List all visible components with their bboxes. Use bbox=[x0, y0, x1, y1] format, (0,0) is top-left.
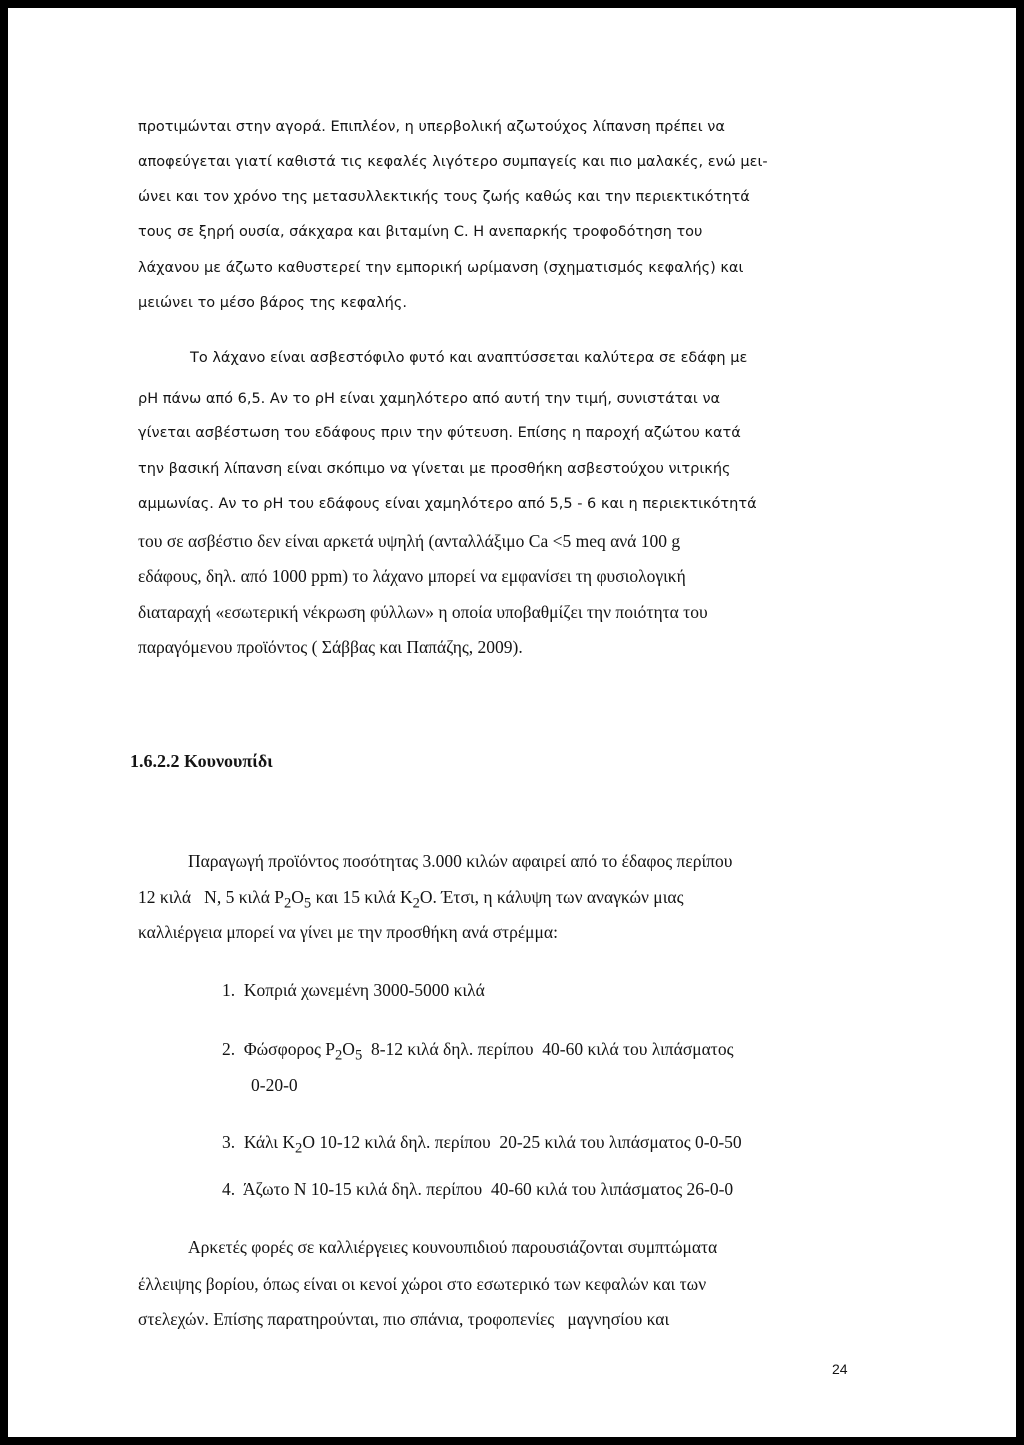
paragraph-line: λάχανου με άζωτο καθυστερεί την εμπορική ωρίμανση (σχηματισμός κεφαλής) και bbox=[138, 260, 744, 276]
document-page bbox=[8, 8, 1016, 1437]
paragraph-line: εδάφους, δηλ. από 1000 ppm) το λάχανο μπορεί να εμφανίσει τη φυσιολογική bbox=[138, 566, 686, 586]
paragraph-line: καλλιέργεια μπορεί να γίνει με την προσθήκη ανά στρέμμα: bbox=[138, 922, 558, 942]
paragraph-line: διαταραχή «εσωτερική νέκρωση φύλλων» η οποία υποβαθμίζει την ποιότητα του bbox=[138, 602, 708, 622]
paragraph-line: τους σε ξηρή ουσία, σάκχαρα και βιταμίνη C. Η ανεπαρκής τροφοδότηση του bbox=[138, 224, 703, 240]
list-item-continuation: 0-20-0 bbox=[251, 1075, 298, 1095]
paragraph-line: μειώνει το μέσο βάρος της κεφαλής. bbox=[138, 295, 407, 311]
paragraph-line: παραγόμενου προϊόντος ( Σάββας και Παπάζης, 2009). bbox=[138, 637, 523, 657]
paragraph-line: 12 κιλά Ν, 5 κιλά $P_2O_5$ και 15 κιλά $K_2O$. Έτσι, η κάλυψη των αναγκών μιας bbox=[138, 887, 684, 912]
paragraph-line: του σε ασβέστιο δεν είναι αρκετά υψηλή (ανταλλάξιμο Ca <5 meq ανά 100 g bbox=[138, 531, 681, 551]
paragraph-line: στελεχών. Επίσης παρατηρούνται, πιο σπάνια, τροφοπενίες μαγνησίου και bbox=[138, 1309, 670, 1329]
page-number: 24 bbox=[832, 1361, 848, 1377]
list-item: 2. Φώσφορος $P_2O_5$ 8-12 κιλά δηλ. περίπου 40-60 κιλά του λιπάσματος bbox=[222, 1039, 734, 1064]
list-item: 4. Άζωτο Ν 10-15 κιλά δηλ. περίπου 40-60 κιλά του λιπάσματος 26-0-0 bbox=[222, 1179, 734, 1199]
paragraph-line: Παραγωγή προϊόντος ποσότητας 3.000 κιλών αφαιρεί από το έδαφος περίπου bbox=[188, 851, 733, 871]
paragraph-line: την βασική λίπανση είναι σκόπιμο να γίνεται με προσθήκη ασβεστούχου νιτρικής bbox=[138, 461, 731, 477]
paragraph-line: αποφεύγεται γιατί καθιστά τις κεφαλές λιγότερο συμπαγείς και πιο μαλακές, ενώ μει- bbox=[138, 154, 768, 170]
paragraph-line: Το λάχανο είναι ασβεστόφιλο φυτό και αναπτύσσεται καλύτερα σε εδάφη με bbox=[190, 350, 748, 366]
paragraph-line: έλλειψης βορίου, όπως είναι οι κενοί χώροι στο εσωτερικό των κεφαλών και των bbox=[138, 1274, 707, 1294]
paragraph-line: γίνεται ασβέστωση του εδάφους πριν την φύτευση. Επίσης η παροχή αζώτου κατά bbox=[138, 425, 741, 441]
section-heading: 1.6.2.2 Κουνουπίδι bbox=[130, 751, 273, 771]
paragraph-line: προτιμώνται στην αγορά. Επιπλέον, η υπερβολική αζωτούχος λίπανση πρέπει να bbox=[138, 119, 725, 135]
paragraph-line: ώνει και τον χρόνο της μετασυλλεκτικής τους ζωής καθώς και την περιεκτικότητά bbox=[138, 189, 750, 205]
paragraph-line: αμμωνίας. Αν το ρΗ του εδάφους είναι χαμηλότερο από 5,5 - 6 και η περιεκτικότητά bbox=[138, 496, 757, 512]
list-item: 1. Κοπριά χωνεμένη 3000-5000 κιλά bbox=[222, 980, 485, 1000]
paragraph-line: Αρκετές φορές σε καλλιέργειες κουνουπιδιού παρουσιάζονται συμπτώματα bbox=[188, 1237, 718, 1257]
paragraph-line: ρΗ πάνω από 6,5. Αν το ρΗ είναι χαμηλότερο από αυτή την τιμή, συνιστάται να bbox=[138, 391, 721, 407]
list-item: 3. Κάλι $K_2O$ 10-12 κιλά δηλ. περίπου 20-25 κιλά του λιπάσματος 0-0-50 bbox=[222, 1132, 742, 1157]
